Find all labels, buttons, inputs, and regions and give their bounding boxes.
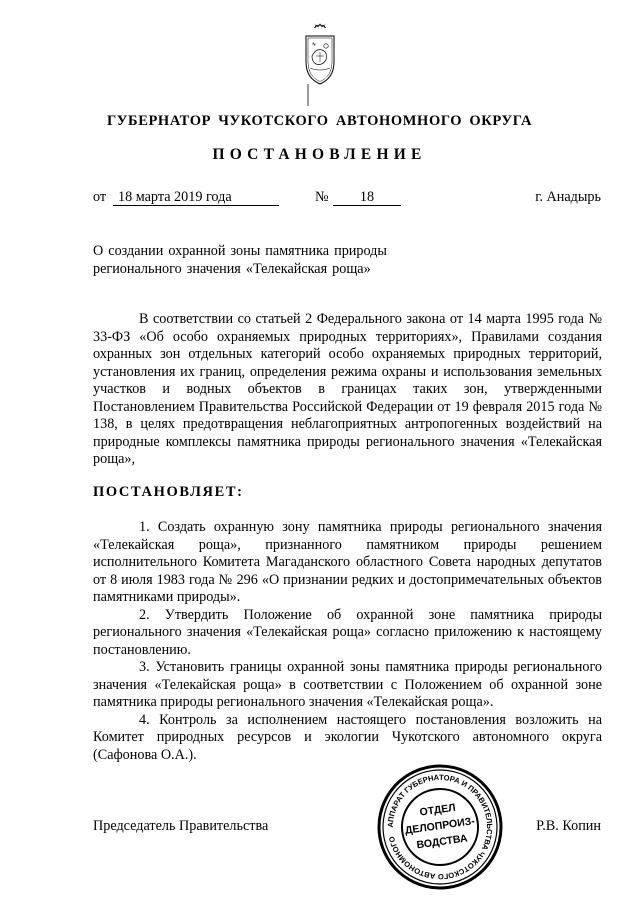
- document-number: 18: [333, 189, 401, 206]
- resolution-item: 2. Утвердить Положение об охранной зоне памятника природы регионального значения «Телекайская роща» согласно приложению к настоящему постановлению.: [93, 606, 602, 658]
- date-label: от: [93, 189, 107, 205]
- resolution-item: 3. Установить границы охранной зоны памятника природы регионального значения «Телекайская роща» в соответствии с Положением об охранной зоне памятника природы регионального значения «Телекайская роща».: [93, 659, 602, 710]
- resolve-heading: ПОСТАНОВЛЯЕТ:: [93, 484, 244, 500]
- subject-line-2: регионального значения «Телекайская роща»: [93, 260, 371, 277]
- preamble: [93, 311, 602, 469]
- stamp-line-1: ОТДЕЛ: [418, 801, 457, 819]
- subject-line-1: О создании охранной зоны памятника природы: [93, 243, 387, 259]
- document-subject: [93, 243, 423, 278]
- issuer-title: ГУБЕРНАТОР ЧУКОТСКОГО АВТОНОМНОГО ОКРУГА: [106, 113, 533, 129]
- stamp-ring-text: АППАРАТ ГУБЕРНАТОРА И ПРАВИТЕЛЬСТВА ЧУКОТСКОГО АВТОНОМНОГО: [385, 772, 495, 882]
- document-city: г. Анадырь: [535, 189, 601, 205]
- signatory-position: Председатель Правительства: [93, 818, 269, 834]
- preamble-text: В соответствии со статьей 2 Федерального закона от 14 марта 1995 года № 33-ФЗ «Об особо охраняемых природных территориях», Правилами создания охранных зон отдельных категорий особо охраняемых природных территорий, установления их границ, определения режима охраны и использования земельных участков и водных объектов в границах таких зон, утвержденными Постановлением Правительства Российской Федерации от 19 февраля 2015 года № 138, в целях предотвращения неблагоприятных антропогенных воздействий на природные комплексы памятника природы регионального значения «Телекайская роща»,: [93, 311, 602, 467]
- coat-of-arms-icon: [302, 22, 338, 108]
- document-date: 18 марта 2019 года: [113, 189, 279, 206]
- office-seal-stamp: [376, 763, 504, 891]
- resolution-item: 4. Контроль за исполнением настоящего постановления возложить на Комитет природных ресурсов и экологии Чукотского автономного округа (Сафонова О.А.).: [93, 711, 602, 763]
- document-type: ПОСТАНОВЛЕНИЕ: [212, 146, 427, 163]
- document-meta: [93, 189, 601, 209]
- resolution-item: 1. Создать охранную зону памятника природы регионального значения «Телекайская роща», признанного памятником природы решением исполнительного Комитета Магаданского областного Совета народных депутатов от 8 июля 1983 года № 296 «О признании редких и достопримечательных объектов памятниками природы».: [93, 519, 602, 605]
- number-label: №: [315, 189, 329, 205]
- resolution-items: [93, 519, 602, 764]
- stamp-line-3: ВОДСТВА: [415, 832, 469, 852]
- signatory-name: Р.В. Копин: [536, 818, 601, 834]
- stamp-line-2: ДЕЛОПРОИЗ-: [404, 815, 476, 837]
